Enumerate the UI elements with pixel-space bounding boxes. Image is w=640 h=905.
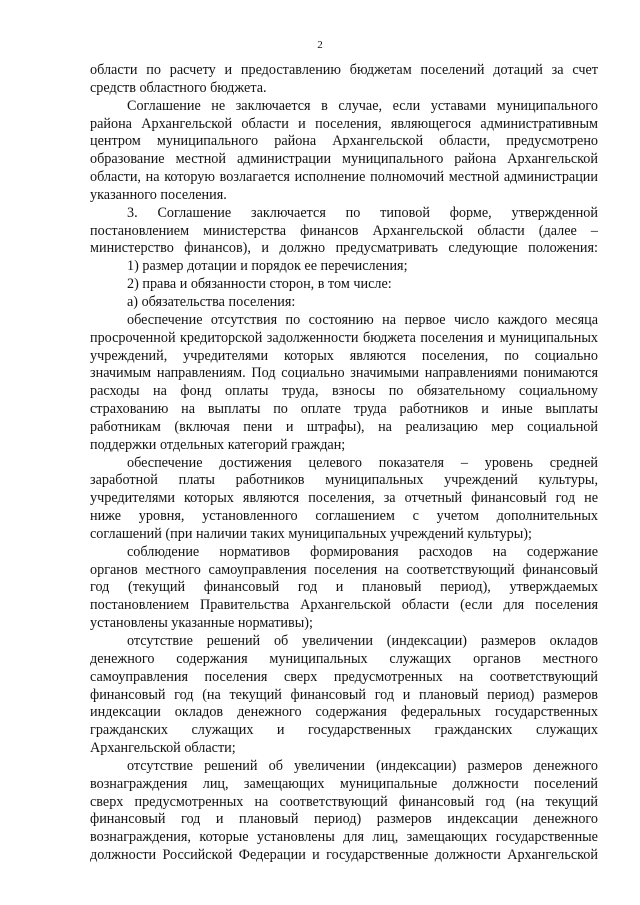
text-line: заработной платы работников муниципальных учреждений культуры,	[90, 472, 598, 489]
text-line: учреждений, учредителями которых являются поселения, по социально	[90, 347, 598, 364]
text-line: области, на которую возлагается исполнение полномочий местной администрации	[90, 169, 598, 186]
text-line: должности Российской Федерации и государственные должности Архангельской	[90, 847, 598, 864]
text-line: Соглашение не заключается в случае, если уставами муниципального	[127, 97, 598, 114]
text-line: 2) права и обязанности сторон, в том числе:	[127, 276, 392, 293]
text-line: отсутствие решений об увеличении (индексации) размеров денежного	[127, 757, 598, 774]
text-line: финансовый год и плановый период) размеров индексации денежного	[90, 811, 598, 828]
text-line: Архангельской области;	[90, 740, 236, 757]
text-line: 1) размер дотации и порядок ее перечисления;	[127, 258, 408, 275]
text-line: соблюдение нормативов формирования расходов на содержание	[127, 543, 598, 560]
text-line: значимым направлениям. Под социально значимыми направлениями понимаются	[90, 365, 598, 382]
text-line: сверх предусмотренных на соответствующий финансовый год (на текущий	[90, 793, 598, 810]
text-line: вознаграждения лиц, замещающих муниципальные должности поселений	[90, 775, 598, 792]
text-line: учредителями которых являются поселения, за отчетный финансовый год не	[90, 490, 598, 507]
text-line: указанного поселения.	[90, 186, 227, 203]
document-body	[90, 62, 598, 865]
text-line: образование местной администрации муниципального района Архангельской	[90, 151, 598, 168]
text-line: денежного содержания муниципальных служащих органов местного	[90, 650, 598, 667]
text-line: поддержки отдельных категорий граждан;	[90, 436, 346, 453]
text-line: соглашений (при наличии таких муниципальных учреждений культуры);	[90, 525, 532, 542]
text-line: министерство финансов), и должно предусматривать следующие положения:	[90, 240, 598, 257]
text-line: средств областного бюджета.	[90, 79, 267, 96]
text-line: самоуправления поселения сверх предусмотренных на соответствующий	[90, 668, 598, 685]
text-line: индексации окладов денежного содержания федеральных государственных	[90, 704, 598, 721]
text-line: финансовый год (на текущий финансовый год и плановый период) размеров	[90, 686, 598, 703]
text-line: района Архангельской области и поселения, являющегося административным	[90, 115, 598, 132]
text-line: обеспечение отсутствия по состоянию на первое число каждого месяца	[127, 311, 598, 328]
text-line: год (текущий финансовый год и плановый период), утверждаемых	[90, 579, 598, 596]
text-line: а) обязательства поселения:	[127, 293, 296, 310]
text-line: центром муниципального района Архангельской области, предусмотрено	[90, 133, 598, 150]
text-line: 3. Соглашение заключается по типовой форме, утвержденной	[127, 204, 598, 221]
text-line: вознаграждения, которые установлены для лиц, замещающих государственные	[90, 829, 598, 846]
text-line: работникам (включая пени и штрафы), на реализацию мер социальной	[90, 418, 598, 435]
text-line: области по расчету и предоставлению бюджетам поселений дотаций за счет	[90, 62, 598, 78]
page-number: 2	[317, 39, 323, 51]
text-line: просроченной кредиторской задолженности бюджета поселения и муниципальных	[90, 329, 598, 346]
text-line: установлены указанные нормативы);	[90, 615, 313, 632]
text-line: органов местного самоуправления поселения на соответствующий финансовый	[90, 561, 598, 578]
text-line: постановлением Правительства Архангельской области (если для поселения	[90, 597, 598, 614]
text-line: расходы на фонд оплаты труда, взносы по обязательному социальному	[90, 383, 598, 400]
text-line: постановлением министерства финансов Архангельской области (далее –	[90, 222, 598, 239]
text-line: гражданских служащих и государственных гражданских служащих	[90, 722, 598, 739]
text-line: отсутствие решений об увеличении (индексации) размеров окладов	[127, 633, 598, 649]
text-line: обеспечение достижения целевого показателя – уровень средней	[127, 454, 598, 471]
text-line: ниже уровня, установленного соглашением с учетом дополнительных	[90, 508, 598, 525]
text-line: страхованию на выплаты по оплате труда работников и иные выплаты	[90, 401, 598, 418]
